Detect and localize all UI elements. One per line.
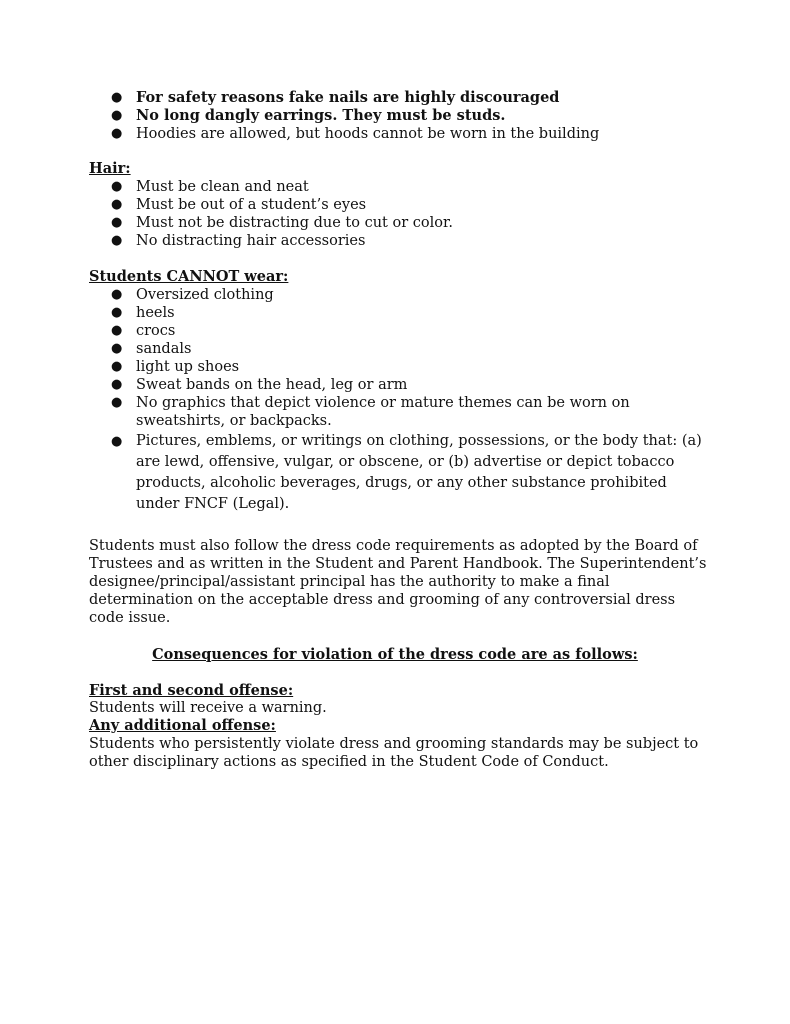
list-item-text: sandals	[136, 341, 192, 357]
first-offense-text: Students will receive a warning.	[89, 700, 327, 716]
list-item-text: Must be clean and neat	[136, 179, 309, 195]
cannot-wear-bullet-list	[110, 286, 705, 515]
list-item	[110, 304, 705, 322]
list-item-text: Hoodies are allowed, but hoods cannot be worn in the building	[136, 126, 600, 142]
list-item-text: crocs	[136, 323, 176, 339]
list-item-text: No long dangly earrings. They must be studs.	[136, 107, 506, 124]
list-item	[110, 394, 705, 430]
bullet-icon: ●	[111, 305, 123, 320]
list-item	[110, 89, 705, 107]
bullet-icon: ●	[111, 215, 123, 230]
additional-offense-heading: Any additional offense:	[89, 717, 276, 734]
additional-offense-text: Students who persistently violate dress and grooming standards may be subject to other disciplinary actions as specified in the Student Code of Conduct.	[89, 736, 699, 770]
bullet-icon: ●	[111, 233, 123, 248]
list-item	[110, 178, 705, 196]
hair-bullet-list	[110, 178, 705, 250]
bullet-icon: ●	[111, 108, 123, 123]
list-item-text: Must not be distracting due to cut or color.	[136, 215, 453, 231]
list-item-text: No graphics that depict violence or mature themes can be worn on sweatshirts, or backpacks.	[136, 395, 630, 429]
list-item	[110, 322, 705, 340]
cannot-wear-heading: Students CANNOT wear:	[89, 268, 289, 285]
list-item-text: Oversized clothing	[136, 287, 274, 303]
bullet-icon: ●	[111, 126, 123, 141]
bullet-icon: ●	[111, 197, 123, 212]
bullet-icon: ●	[111, 323, 123, 338]
consequences-heading: Consequences for violation of the dress code are as follows:	[152, 646, 638, 663]
list-item	[110, 107, 705, 125]
first-offense-heading: First and second offense:	[89, 682, 294, 699]
list-item	[110, 340, 705, 358]
bullet-icon: ●	[111, 395, 123, 410]
bullet-icon: ●	[111, 434, 123, 449]
bullet-icon: ●	[111, 359, 123, 374]
hair-heading: Hair:	[89, 160, 131, 177]
list-item	[110, 431, 705, 515]
bullet-icon: ●	[111, 90, 123, 105]
list-item-text: No distracting hair accessories	[136, 233, 366, 249]
bullet-icon: ●	[111, 341, 123, 356]
list-item	[110, 286, 705, 304]
list-item	[110, 358, 705, 376]
bullet-icon: ●	[111, 377, 123, 392]
list-item	[110, 376, 705, 394]
list-item-text: Pictures, emblems, or writings on clothing, possessions, or the body that: (a) are lewd, offensive, vulgar, or obscene, or (b) advertise or depict tobacco products, alcoholic beverages, drugs, or any other substance prohibited under FNCF (Legal).	[136, 433, 702, 512]
list-item	[110, 125, 705, 143]
list-item-text: Sweat bands on the head, leg or arm	[136, 377, 408, 393]
list-item-text: Must be out of a student’s eyes	[136, 197, 367, 213]
list-item-text: light up shoes	[136, 359, 240, 375]
list-item-text: For safety reasons fake nails are highly discouraged	[136, 89, 560, 106]
list-item	[110, 232, 705, 250]
requirements-paragraph: Students must also follow the dress code requirements as adopted by the Board of Trustees and as written in the Student and Parent Handbook. The Superintendent’s designee/principal/assistant principal has the authority to make a final determination on the acceptable dress and grooming of any controversial dress code issue.	[89, 538, 707, 626]
list-item	[110, 196, 705, 214]
list-item-text: heels	[136, 305, 175, 321]
bullet-icon: ●	[111, 179, 123, 194]
bullet-icon: ●	[111, 287, 123, 302]
list-item	[110, 214, 705, 232]
top-bullet-list	[110, 89, 705, 143]
